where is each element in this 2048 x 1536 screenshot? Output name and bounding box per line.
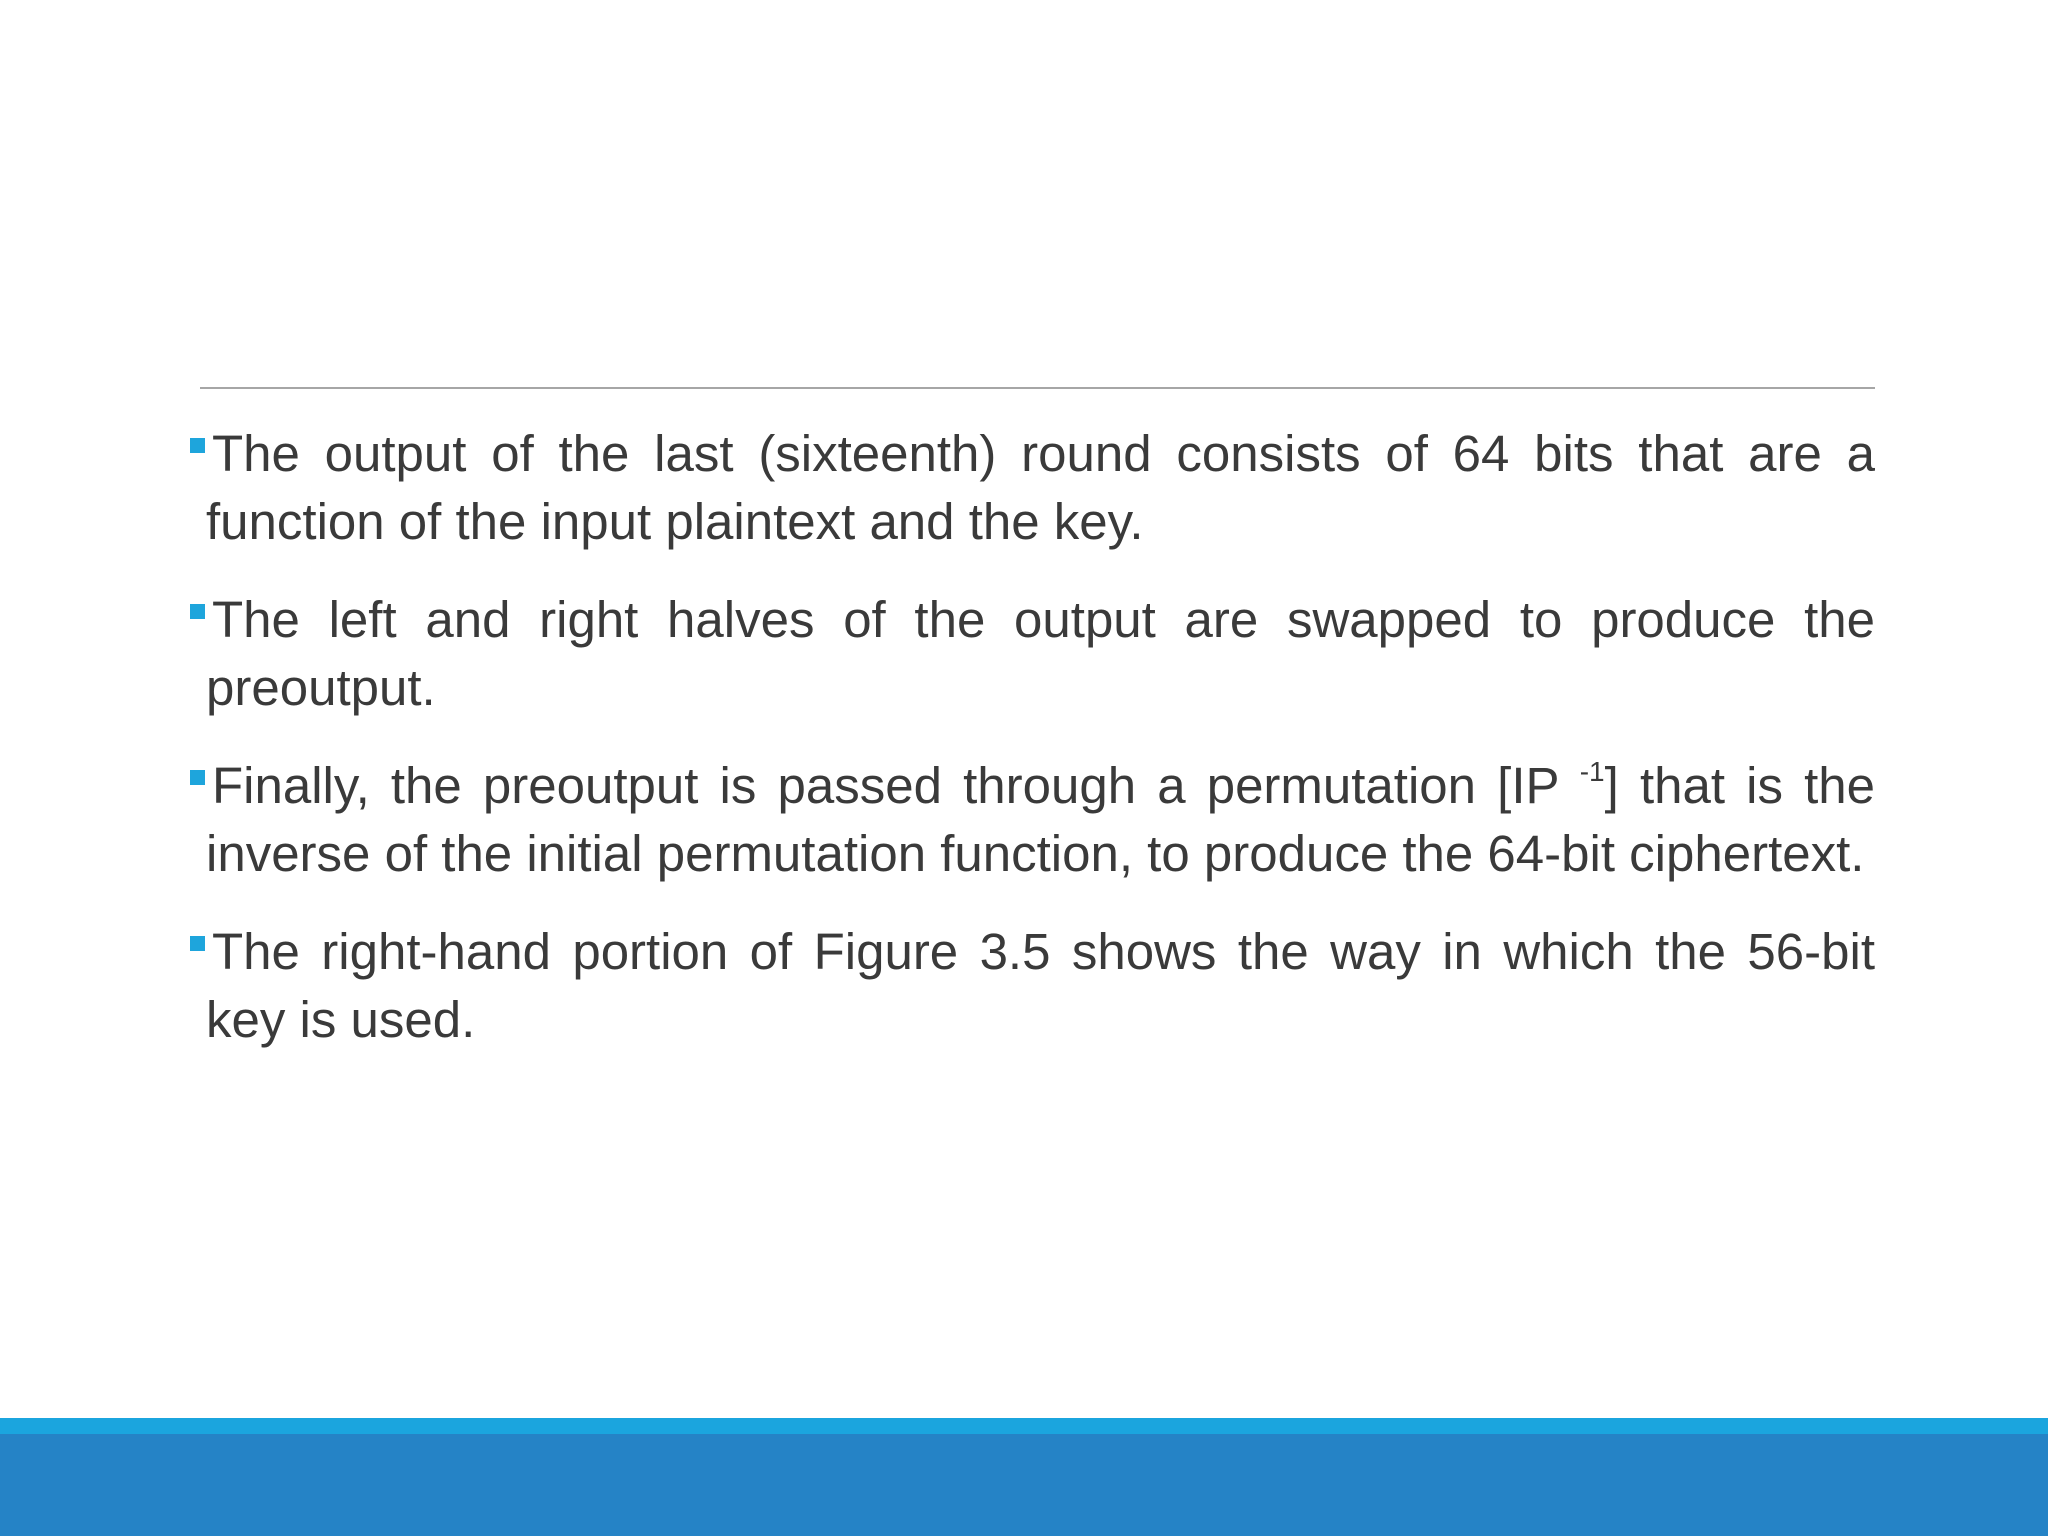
bullet-text: The left and right halves of the output are swapped to produce the preoutput. — [206, 591, 1875, 716]
footer-band — [0, 1434, 2048, 1536]
square-bullet-icon — [190, 604, 205, 619]
bullet-text-after: ] that is the inverse of the initial permutation function, to produce the 64-bit ciphertext. — [206, 757, 1875, 882]
square-bullet-icon — [190, 438, 205, 453]
bullet-list — [186, 420, 1875, 1084]
bullet-item — [186, 586, 1875, 722]
bullet-item — [186, 918, 1875, 1054]
square-bullet-icon — [190, 770, 205, 785]
bullet-item — [186, 752, 1875, 888]
bullet-text: The right-hand portion of Figure 3.5 shows the way in which the 56-bit key is used. — [206, 923, 1875, 1048]
bullet-text — [206, 757, 1875, 882]
bullet-text-before: Finally, the preoutput is passed through a permutation [IP — [212, 757, 1559, 814]
footer-accent-stripe — [0, 1418, 2048, 1434]
bullet-text: The output of the last (sixteenth) round consists of 64 bits that are a function of the input plaintext and the key. — [206, 425, 1875, 550]
superscript: -1 — [1579, 756, 1605, 787]
square-bullet-icon — [190, 936, 205, 951]
bullet-item — [186, 420, 1875, 556]
title-divider — [200, 387, 1875, 389]
